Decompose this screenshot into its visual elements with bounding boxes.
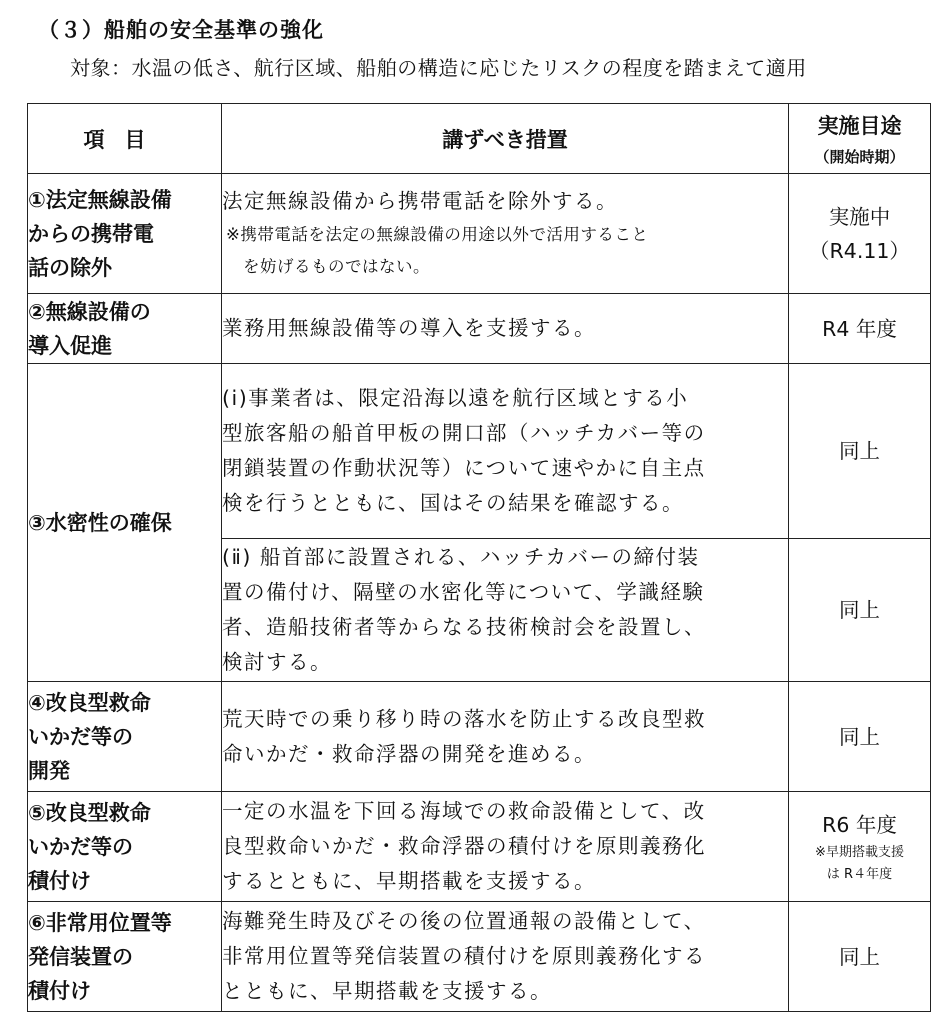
header-measure: 講ずべき措置 [222,104,789,174]
row-measure: 海難発生時及びその後の位置通報の設備として、 非常用位置等発信装置の積付けを原則義務化する とともに、早期搭載を支援する。 [222,902,789,1012]
target-note: ※早期搭載支援 は R４年度 [815,844,904,882]
row-item: ⑤改良型救命 いかだ等の 積付け [28,792,222,902]
table-row [28,792,931,902]
row-item: ③水密性の確保 [28,364,222,682]
row-target: 同上 [789,902,931,1012]
measure-note: ※携帯電話を法定の無線設備の用途以外で活用すること を妨げるものではない。 [226,225,649,276]
table-row [28,902,931,1012]
header-target [789,104,931,174]
table-row [28,682,931,792]
target-text: R6 年度 [822,812,897,837]
row-target [789,792,931,902]
row-target: R4 年度 [789,294,931,364]
section-heading: （３）船舶の安全基準の強化 [38,18,324,42]
header-item: 項目 [28,104,222,174]
table-row [28,364,931,539]
row-measure: 業務用無線設備等の導入を支援する。 [222,294,789,364]
row-item: ⑥非常用位置等 発信装置の 積付け [28,902,222,1012]
row-target: 同上 [789,682,931,792]
measure-text: 法定無線設備から携帯電話を除外する。 [222,189,618,213]
row-measure [222,174,789,294]
header-target-sub: （開始時期） [814,148,905,166]
row-item: ④改良型救命 いかだ等の 開発 [28,682,222,792]
header-target-label: 実施目途 [817,114,902,138]
section-subtitle: 対象：水温の低さ、航行区域、船舶の構造に応じたリスクの程度を踏まえて適用 [70,56,807,80]
row-target: 同上 [789,364,931,539]
row-measure: (ⅱ) 船首部に設置される、ハッチカバーの締付装 置の備付け、隔壁の水密化等について、学識経験 者、造船技術者等からなる技術検討会を設置し、 検討する。 [222,539,789,682]
measures-table [27,103,931,1012]
row-measure: 一定の水温を下回る海域での救命設備として、改 良型救命いかだ・救命浮器の積付けを原則義務化 するとともに、早期搭載を支援する。 [222,792,789,902]
row-target: 同上 [789,539,931,682]
table-row [28,174,931,294]
row-item: ②無線設備の 導入促進 [28,294,222,364]
header-row [28,104,931,174]
row-measure: (ⅰ)事業者は、限定沿海以遠を航行区域とする小 型旅客船の船首甲板の開口部（ハッチカバー等の 閉鎖装置の作動状況等）について速やかに自主点 検を行うとともに、国はその結果を確認する。 [222,364,789,539]
row-target: 実施中 （R4.11） [789,174,931,294]
row-item: ①法定無線設備 からの携帯電 話の除外 [28,174,222,294]
row-measure: 荒天時での乗り移り時の落水を防止する改良型救 命いかだ・救命浮器の開発を進める。 [222,682,789,792]
table-row [28,294,931,364]
